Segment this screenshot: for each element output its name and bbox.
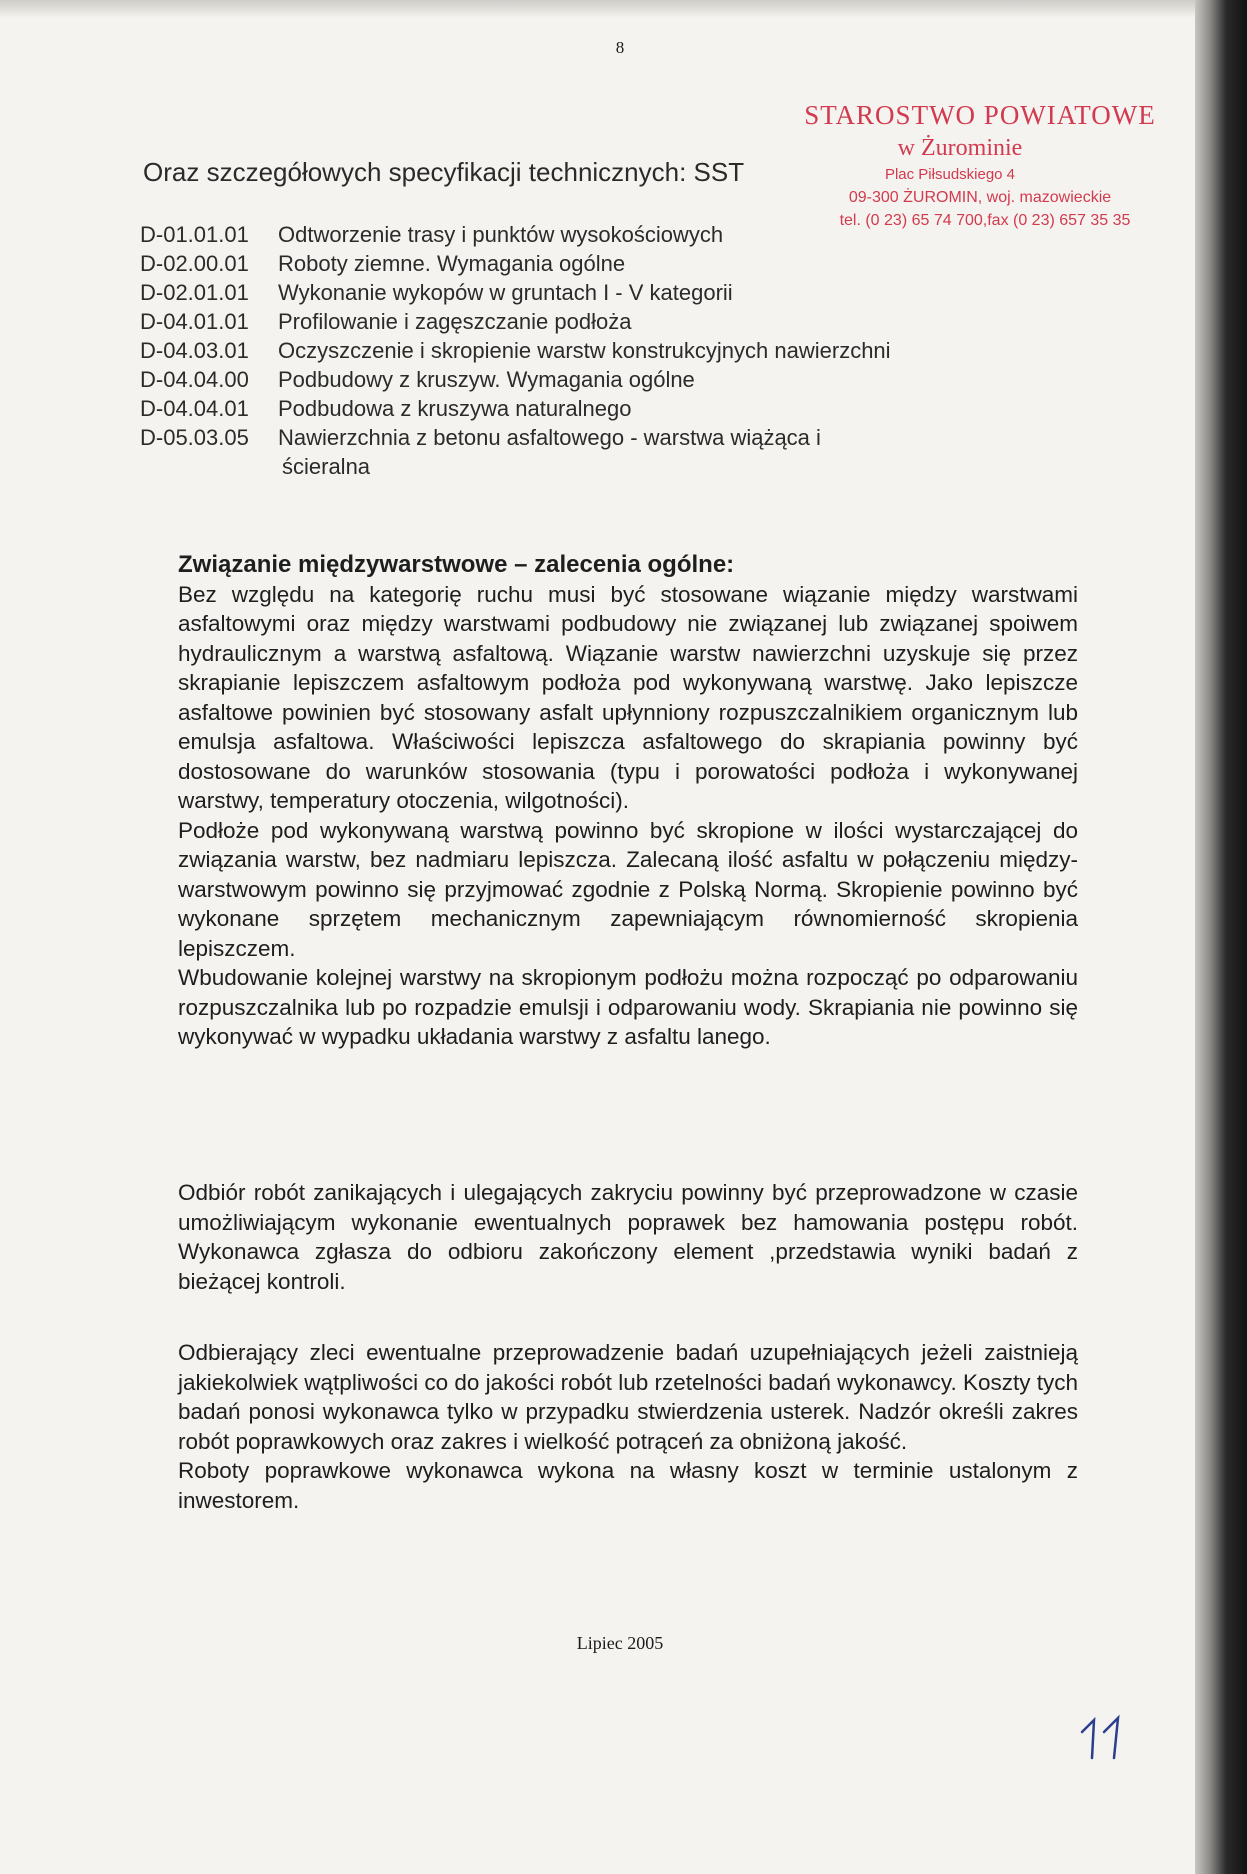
paragraph: Wbudowanie kolejnej warstwy na skropionym podłożu można rozpocząć po odparowaniu rozpuszczalnika lub po rozpadzie emulsji i odparowaniu wody. Skrapiania nie powinno się wykonywać w wypadku układania warstwy z asfaltu lanego. [178, 965, 1078, 1049]
spec-title: Podbudowa z kruszywa naturalnego [278, 396, 632, 421]
stamp-line-3: Plac Piłsudskiego 4 [884, 166, 1016, 183]
spec-item [140, 220, 891, 249]
spec-title: Wykonanie wykopów w gruntach I - V kategorii [278, 280, 733, 305]
stamp-line-1: STAROSTWO POWIATOWE [804, 100, 1156, 130]
spec-item [140, 278, 891, 307]
spec-code: D-04.01.01 [140, 309, 249, 334]
stamp-line-4: 09-300 ŻUROMIN, woj. mazowieckie [848, 189, 1112, 206]
spec-item [140, 336, 891, 365]
spec-item [140, 394, 891, 423]
section-acceptance [178, 1178, 1078, 1296]
stamp-line-5: tel. (0 23) 65 74 700,fax (0 23) 657 35 35 [839, 212, 1131, 229]
spec-list-heading: Oraz szczegółowych specyfikacji technicznych: SST [143, 157, 745, 187]
spec-title: Roboty ziemne. Wymagania ogólne [278, 251, 626, 276]
stamp-line-2: w Żurominie [897, 135, 1023, 161]
paragraph: Odbiór robót zanikających i ulegających zakryciu powinny być przeprowadzone w czasie umożliwiającym wykonanie ewentualnych poprawek bez hamowania postępu robót. Wykonawca zgłasza do odbioru zakończony element ,przedstawia wyniki badań z bieżącej kontroli. [178, 1180, 1078, 1294]
footer-date: Lipiec 2005 [576, 1633, 664, 1653]
spec-title: Odtworzenie trasy i punktów wysokościowych [278, 222, 724, 247]
spec-title: Nawierzchnia z betonu asfaltowego - warstwa wiążąca i [278, 425, 821, 450]
spec-item [140, 307, 891, 336]
spec-code: D-01.01.01 [140, 222, 249, 247]
spec-code: D-04.04.00 [140, 367, 249, 392]
office-stamp [740, 100, 1160, 230]
section-inspection [178, 1338, 1078, 1515]
spec-title: Podbudowy z kruszyw. Wymagania ogólne [278, 367, 695, 392]
spec-code: D-02.00.01 [140, 251, 249, 276]
spec-code: D-02.01.01 [140, 280, 249, 305]
spec-item [140, 249, 891, 278]
spec-code: D-04.03.01 [140, 338, 249, 363]
spec-code: D-05.03.05 [140, 425, 249, 450]
paragraph: Podłoże pod wykonywaną warstwą powinno być skropione w ilości wystarczającej do związania warstw, bez nadmiaru lepiszcza. Zalecaną ilość asfaltu w połączeniu między-warstwowym powinno się przyjmować zgodnie z Polską Normą. Skropienie powinno być wykonane sprzętem mechanicznym zapewniającym równomierność skropienia lepiszczem. [178, 817, 1078, 961]
section-title: Związanie międzywarstwowe – zalecenia ogólne: [178, 551, 735, 578]
spec-title-continuation: ścieralna [282, 454, 371, 479]
spec-title: Oczyszczenie i skropienie warstw konstrukcyjnych nawierzchni [278, 338, 891, 363]
page-number: 8 [615, 38, 625, 57]
spec-item [140, 365, 891, 394]
paragraph: Roboty poprawkowe wykonawca wykona na własny koszt w terminie ustalonym z inwestorem. [178, 1458, 1078, 1513]
spec-list [140, 220, 891, 481]
spec-item [140, 423, 891, 452]
scan-top-edge [0, 0, 1195, 18]
spec-code: D-04.04.01 [140, 396, 249, 421]
scan-right-edge [1195, 0, 1247, 1874]
paragraph: Bez względu na kategorię ruchu musi być stosowane wiązanie między warstwami asfaltowymi oraz między warstwami podbudowy nie związanej lub związanej spoiwem hydraulicznym a warstwą asfaltową. Wiązanie warstw nawierzchni uzyskuje się przez skrapianie lepiszczem asfaltowym podłoża pod wykonywaną warstwę. Jako lepiszcze asfaltowe powinien być stosowany asfalt upłynniony rozpuszczalnikiem organicznym lub emulsja asfaltowa. Właściwości lepiszcza asfaltowego do skrapiania powinny być dostosowane do warunków stosowania (typu i porowatości podłoża i wykonywanej warstwy, temperatury otoczenia, wilgotności). [178, 581, 1078, 813]
paragraph: Odbierający zleci ewentualne przeprowadzenie badań uzupełniających jeżeli zaistnieją jakiekolwiek wątpliwości co do jakości robót lub rzetelności badań wykonawcy. Koszty tych badań ponosi wykonawca tylko w przypadku stwierdzenia usterek. Nadzór określi zakres robót poprawkowych oraz zakres i wielkość potrąceń za obniżoną jakość. [178, 1340, 1078, 1454]
handwritten-page-number [1076, 1712, 1136, 1762]
section-bonding [178, 550, 1078, 1052]
spec-title: Profilowanie i zagęszczanie podłoża [278, 309, 632, 334]
